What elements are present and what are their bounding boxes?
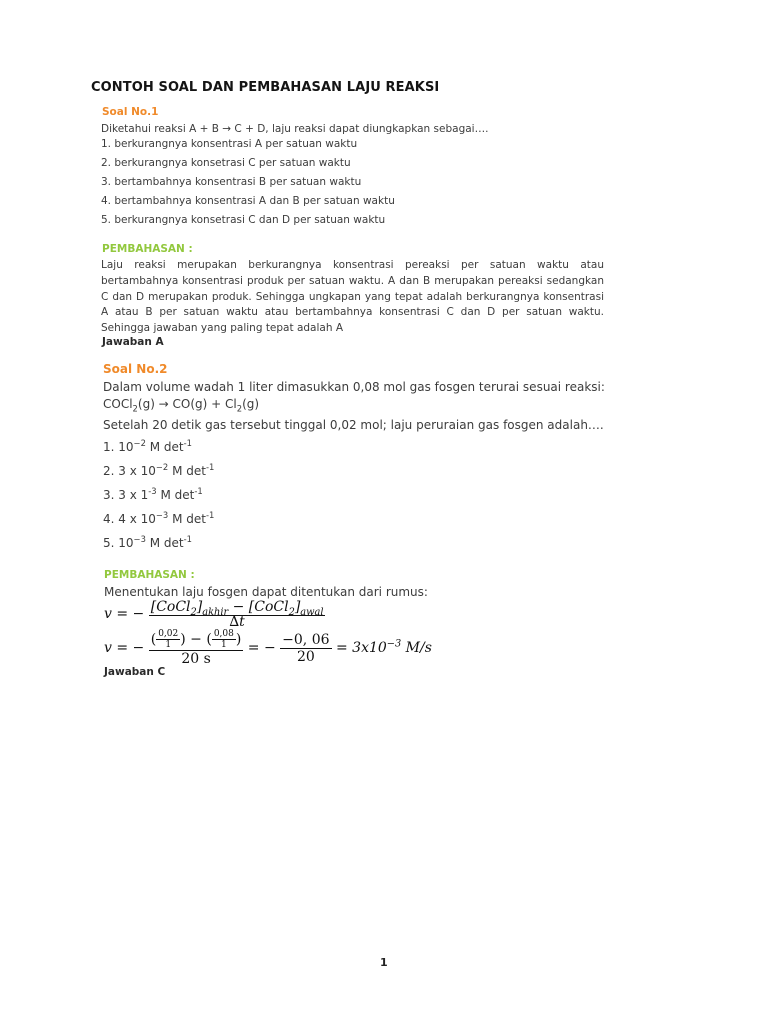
option-exp: −3 — [133, 534, 146, 544]
soal-2-option-3 — [103, 488, 203, 502]
soal-2-heading: Soal No.2 — [103, 362, 168, 376]
formula-rate-calculation — [104, 629, 432, 667]
option-prefix: 4. 4 x 10 — [103, 512, 156, 526]
option-prefix: 3. 3 x 1 — [103, 488, 149, 502]
formula-1-lhs: v = − — [104, 606, 145, 622]
page-number: 1 — [380, 956, 388, 969]
soal-1-heading: Soal No.1 — [102, 106, 159, 118]
formula-2-lhs: v = − — [104, 640, 145, 656]
soal-1-option-2: 2. berkurangnya konsetrasi C per satuan waktu — [101, 157, 351, 169]
soal-2-answer: Jawaban C — [104, 666, 166, 678]
formula-1-denominator: ∆t — [149, 615, 326, 629]
soal-2-reaction — [103, 397, 260, 414]
option-exp: −3 — [155, 510, 169, 520]
result-value: = 3x10 — [331, 640, 387, 656]
formula-2-numerator — [149, 629, 244, 650]
reaction-sub-2: 2 — [236, 403, 243, 414]
option-unit-exp: -1 — [205, 510, 215, 520]
reaction-left: COCl — [103, 397, 133, 411]
formula-1-fraction — [149, 599, 326, 629]
formula-2-main-fraction — [149, 629, 244, 667]
soal-2-option-5 — [103, 536, 192, 550]
result-exp: −3 — [386, 638, 402, 650]
soal-1-option-4: 4. bertambahnya konsentrasi A dan B per satuan waktu — [101, 195, 395, 207]
option-unit: M det — [156, 488, 195, 502]
second-fraction-num: −0, 06 — [282, 631, 330, 648]
inner-1-den: 1 — [156, 639, 180, 650]
num-b-close: ] — [294, 599, 301, 615]
num-mid: − — [228, 599, 249, 615]
soal-1-answer: Jawaban A — [102, 336, 164, 348]
formula-2-result — [332, 640, 432, 656]
num-b-tag: awal — [300, 606, 324, 618]
paren-close-2: ) — [235, 631, 242, 648]
option-unit-exp: -1 — [194, 486, 203, 496]
reaction-mid: (g) → CO(g) + Cl — [137, 397, 237, 411]
formula-1-numerator — [149, 599, 326, 618]
soal-1-option-5: 5. berkurangnya konsetrasi C dan D per satuan waktu — [101, 214, 386, 226]
inner-1-num: 0,02 — [158, 629, 179, 639]
second-fraction-den: 20 — [280, 648, 331, 665]
option-exp: −2 — [155, 462, 169, 472]
inner-2-den: 1 — [212, 639, 236, 650]
soal-1-option-3: 3. bertambahnya konsentrasi B per satuan waktu — [101, 176, 362, 188]
reaction-sub-1: 2 — [132, 403, 138, 414]
inner-minus: − — [185, 631, 207, 648]
option-unit: M det — [145, 440, 184, 454]
num-a-tag: akhir — [202, 606, 229, 618]
num-b: [CoCl — [248, 599, 289, 615]
soal-2-question: Dalam volume wadah 1 liter dimasukkan 0,08 mol gas fosgen terurai sesuai reaksi: — [103, 380, 605, 394]
reaction-right: (g) — [242, 397, 260, 411]
option-prefix: 2. 3 x 10 — [103, 464, 156, 478]
formula-2-second-fraction — [280, 632, 331, 665]
soal-2-pembahasan-text: Menentukan laju fosgen dapat ditentukan dari rumus: — [104, 585, 428, 599]
page-title: CONTOH SOAL DAN PEMBAHASAN LAJU REAKSI — [91, 80, 440, 95]
num-a: [CoCl — [150, 599, 191, 615]
option-prefix: 1. 10 — [103, 440, 134, 454]
inner-fraction-1 — [156, 629, 180, 650]
option-exp: −2 — [133, 438, 146, 448]
formula-rate-definition — [104, 599, 325, 629]
paren-open-1: ( — [150, 631, 157, 648]
soal-2-option-2 — [103, 464, 214, 478]
soal-1-option-1: 1. berkurangnya konsentrasi A per satuan waktu — [101, 138, 358, 150]
soal-2-option-1 — [103, 440, 192, 454]
result-unit: M/s — [401, 640, 432, 656]
formula-2-denominator: 20 s — [149, 650, 244, 667]
option-unit-exp: -1 — [205, 462, 215, 472]
formula-2-equals: = − — [243, 640, 276, 656]
num-b-sub: 2 — [288, 606, 295, 618]
soal-1-pembahasan-heading: PEMBAHASAN : — [102, 243, 193, 255]
soal-1-pembahasan-text: Laju reaksi merupakan berkurangnya konsentrasi pereaksi per satuan waktu atau bertambahnya konsentrasi produk per satuan waktu. A dan B merupakan pereaksi sedangkan C dan D merupakan produk. Sehingga ungkapan yang tepat adalah berkurangnya konsentrasi A atau B per satuan waktu atau bertambahnya konsentrasi C dan D per satuan waktu. Sehingga jawaban yang paling tepat adalah A — [101, 259, 604, 335]
soal-1-question: Diketahui reaksi A + B → C + D, laju reaksi dapat diungkapkan sebagai…. — [101, 123, 489, 135]
option-exp: -3 — [148, 486, 157, 496]
inner-fraction-2 — [212, 629, 236, 650]
option-unit: M det — [168, 464, 206, 478]
soal-2-question-2: Setelah 20 detik gas tersebut tinggal 0,02 mol; laju peruraian gas fosgen adalah…. — [103, 418, 604, 432]
num-a-sub: 2 — [190, 606, 197, 618]
option-unit: M det — [168, 512, 206, 526]
option-unit-exp: -1 — [183, 534, 192, 544]
soal-2-option-4 — [103, 512, 214, 526]
paren-close-1: ) — [180, 631, 186, 648]
inner-2-num: 0,08 — [213, 629, 234, 639]
paren-open-2: ( — [206, 631, 212, 648]
option-unit: M det — [145, 536, 184, 550]
soal-2-pembahasan-heading: PEMBAHASAN : — [104, 569, 195, 581]
num-a-close: ] — [196, 599, 203, 615]
option-prefix: 5. 10 — [103, 536, 134, 550]
option-unit-exp: -1 — [183, 438, 192, 448]
